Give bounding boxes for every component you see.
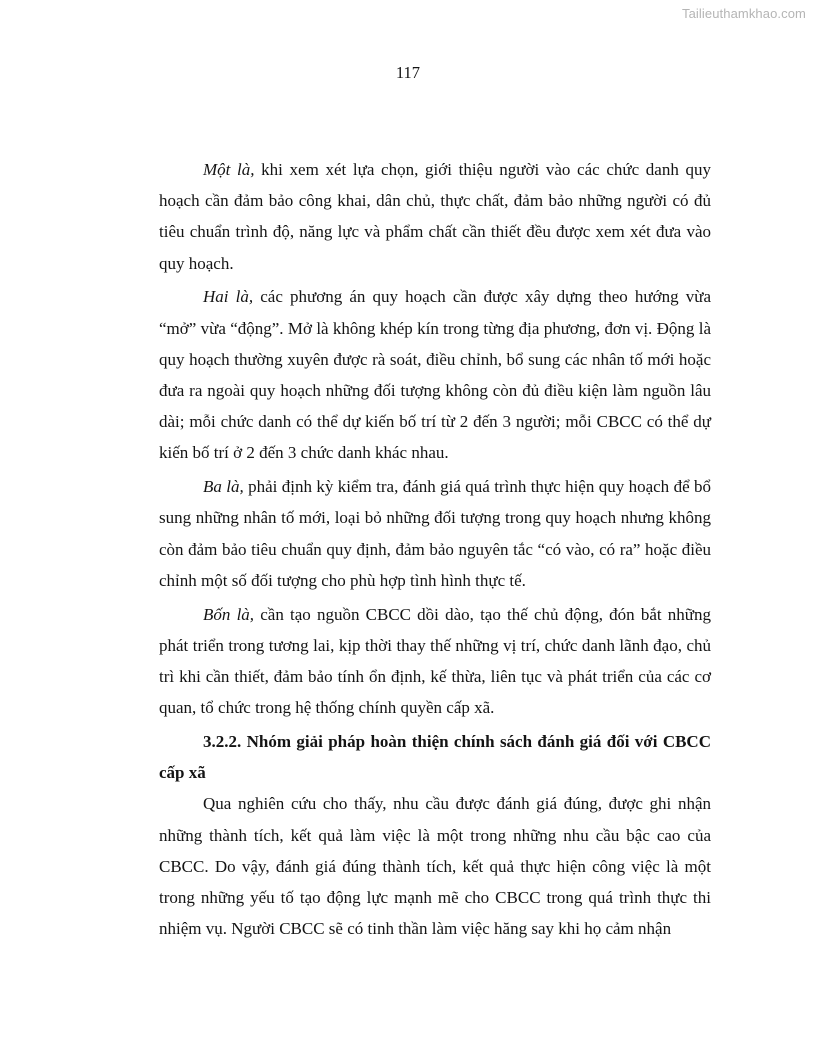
paragraph-ba-la (159, 471, 711, 596)
paragraph-text: cần tạo nguồn CBCC dồi dào, tạo thế chủ động, đón bắt những phát triển trong tương lai, kịp thời thay thế những vị trí, chức danh lãnh đạo, chủ trì khi cần thiết, đảm bảo tính ổn định, kế thừa, liên tục và phát triển của các cơ quan, tổ chức trong hệ thống chính quyền cấp xã. (159, 604, 711, 718)
paragraph-text: khi xem xét lựa chọn, giới thiệu người vào các chức danh quy hoạch cần đảm bảo công khai, dân chủ, thực chất, đảm bảo những người có đủ tiêu chuẩn trình độ, năng lực và phẩm chất cần thiết đều được xem xét đưa vào quy hoạch. (159, 160, 711, 273)
watermark: Tailieuthamkhao.com (681, 6, 806, 21)
section-heading: 3.2.2. Nhóm giải pháp hoàn thiện chính sách đánh giá đối với CBCC cấp xã (159, 732, 711, 783)
paragraph-lead: Bốn là, (203, 604, 255, 624)
document-body (159, 154, 711, 947)
paragraph-text: các phương án quy hoạch cần được xây dựng theo hướng vừa “mở” vừa “động”. Mở là không khép kín trong từng địa phương, đơn vị. Động là quy hoạch thường xuyên được rà soát, điều chỉnh, bổ sung các nhân tố mới hoặc đưa ra ngoài quy hoạch những đối tượng không còn đủ điều kiện làm nguồn lâu dài; mỗi chức danh có thể dự kiến bố trí từ 2 đến 3 người; mỗi CBCC có thể dự kiến bố trí ở 2 đến 3 chức danh khác nhau. (159, 287, 711, 463)
page-number: 117 (395, 63, 421, 82)
paragraph-bon-la (159, 599, 711, 724)
paragraph-lead: Một là, (203, 160, 255, 179)
paragraph-lead: Hai là, (203, 287, 254, 307)
paragraph-text: phải định kỳ kiểm tra, đánh giá quá trình thực hiện quy hoạch để bổ sung những nhân tố mới, loại bỏ những đối tượng trong quy hoạch nhưng không còn đảm bảo tiêu chuẩn quy định, đảm bảo nguyên tắc “có vào, có ra” hoặc điều chỉnh một số đối tượng cho phù hợp tình hình thực tế. (159, 477, 711, 590)
paragraph-lead: Ba là, (203, 477, 244, 497)
paragraph-closing: Qua nghiên cứu cho thấy, nhu cầu được đánh giá đúng, được ghi nhận những thành tích, kết quả làm việc là một trong những nhu cầu bậc cao của CBCC. Do vậy, đánh giá đúng thành tích, kết quả thực hiện công việc là một trong những yếu tố tạo động lực mạnh mẽ cho CBCC trong quá trình thực thi nhiệm vụ. Người CBCC sẽ có tinh thần làm việc hăng say khi họ cảm nhận (159, 794, 711, 939)
paragraph-hai-la (159, 281, 711, 468)
paragraph-mot-la (159, 154, 711, 279)
